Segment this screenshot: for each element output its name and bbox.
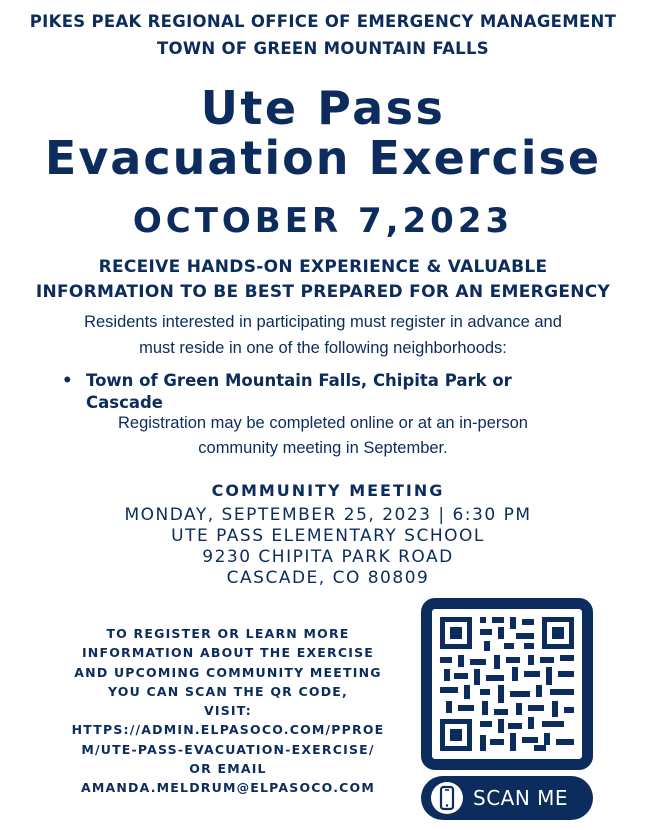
org-line-2: TOWN OF GREEN MOUNTAIN FALLS [157, 39, 489, 58]
meeting-street: 9230 CHIPITA PARK ROAD [202, 547, 454, 567]
info-line: INFORMATION ABOUT THE EXERCISE [81, 645, 375, 661]
bullet-icon: • [62, 371, 73, 390]
phone-icon [431, 782, 463, 814]
community-meeting-heading: COMMUNITY MEETING [211, 481, 445, 500]
page-title-line-1: Ute Pass [200, 81, 446, 135]
info-line: OR EMAIL [189, 761, 267, 777]
residents-text-line-2: must reside in one of the following neighborhoods: [139, 339, 507, 357]
registration-url-line-2[interactable]: M/UTE-PASS-EVACUATION-EXERCISE/ [81, 741, 375, 757]
info-line: AND UPCOMING COMMUNITY MEETING [74, 664, 382, 680]
qr-code-frame[interactable] [421, 598, 593, 770]
registration-url-line-1[interactable]: HTTPS://ADMIN.ELPASOCO.COM/PPROE [71, 722, 385, 738]
meeting-city: CASCADE, CO 80809 [226, 568, 430, 588]
registration-text-line-1: Registration may be completed online or at an in-person [118, 414, 528, 432]
meeting-datetime: MONDAY, SEPTEMBER 25, 2023 | 6:30 PM [124, 505, 532, 525]
info-line: TO REGISTER OR LEARN MORE [106, 626, 350, 641]
subtitle-line-1: RECEIVE HANDS-ON EXPERIENCE & VALUABLE [98, 257, 548, 277]
qr-code-icon[interactable] [440, 617, 574, 751]
contact-email-link[interactable]: AMANDA.MELDRUM@ELPASOCO.COM [80, 780, 376, 796]
registration-text-line-2: community meeting in September. [198, 439, 448, 457]
scan-me-button[interactable] [421, 776, 593, 820]
neighborhood-line-2: Cascade [86, 393, 163, 412]
info-line: VISIT: [203, 703, 253, 719]
scan-me-label: SCAN ME [473, 786, 569, 810]
subtitle-line-2: INFORMATION TO BE BEST PREPARED FOR AN EMERGENCY [35, 282, 611, 302]
org-line-1: PIKES PEAK REGIONAL OFFICE OF EMERGENCY MANAGEMENT [29, 12, 617, 31]
residents-text-line-1: Residents interested in participating must register in advance and [84, 313, 562, 331]
registration-info-block [58, 624, 398, 798]
info-line: YOU CAN SCAN THE QR CODE, [107, 683, 348, 699]
meeting-venue: UTE PASS ELEMENTARY SCHOOL [171, 526, 485, 546]
page-title-line-2: Evacuation Exercise [44, 131, 602, 185]
neighborhood-line-1: Town of Green Mountain Falls, Chipita Park or [86, 371, 512, 390]
event-date: OCTOBER 7,2023 [132, 201, 514, 241]
